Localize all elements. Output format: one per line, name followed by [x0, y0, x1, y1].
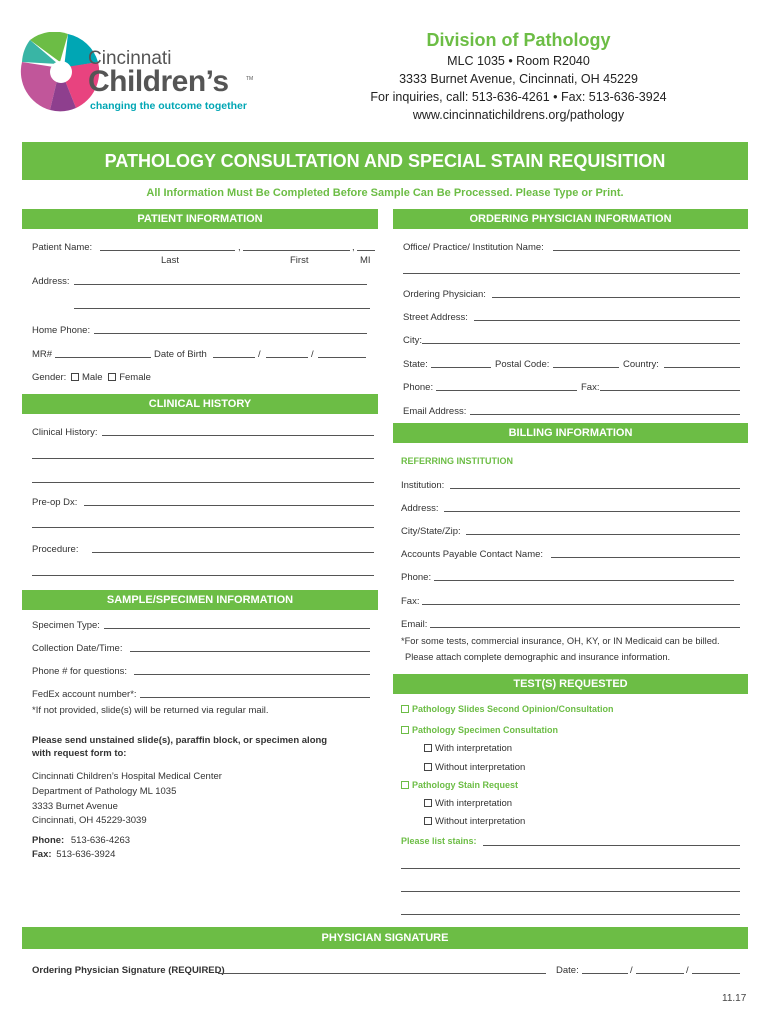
billing-referring: REFERRING INSTITUTION [401, 456, 513, 466]
header-address: 3333 Burnet Avenue, Cincinnati, OH 45229 [399, 72, 638, 86]
ordering-fax-input[interactable] [600, 390, 740, 391]
specimen-heading: SAMPLE/SPECIMEN INFORMATION [22, 590, 378, 610]
ship-phone-label: Phone: [32, 835, 65, 846]
patient-mr-input[interactable] [55, 357, 151, 358]
state-label: State: [403, 359, 428, 370]
collection-input[interactable] [130, 651, 370, 652]
state-input[interactable] [431, 367, 491, 368]
stains-list-label: Please list stains: [401, 836, 477, 846]
signature-input[interactable] [218, 973, 546, 974]
header-division: Division of Pathology [426, 30, 611, 50]
test-second-opinion-checkbox[interactable] [401, 705, 409, 713]
stains-input-4[interactable] [401, 914, 740, 915]
postal-input[interactable] [553, 367, 619, 368]
physician-label: Ordering Physician: [403, 289, 486, 300]
gender-female-label: Female [119, 372, 151, 383]
patient-last-caption: Last [161, 255, 179, 266]
patient-dob-day[interactable] [266, 357, 308, 358]
procedure-label: Procedure: [32, 544, 79, 555]
patient-heading: PATIENT INFORMATION [22, 209, 378, 229]
patient-mi-input[interactable] [357, 250, 375, 251]
fedex-label: FedEx account number*: [32, 689, 137, 700]
consult-without-interp-label: Without interpretation [435, 762, 526, 773]
patient-mr-label: MR# [32, 349, 53, 360]
ordering-email-label: Email Address: [403, 406, 467, 417]
clinical-history-input-3[interactable] [32, 482, 374, 483]
billing-heading: BILLING INFORMATION [393, 423, 748, 443]
clinical-heading: CLINICAL HISTORY [22, 394, 378, 414]
postal-label: Postal Code: [495, 359, 550, 370]
office-label: Office/ Practice/ Institution Name: [403, 242, 544, 253]
billing-citystatezip-input[interactable] [466, 534, 740, 535]
patient-dob-label: Date of Birth [154, 349, 207, 360]
physician-input[interactable] [492, 297, 740, 298]
signature-date-day[interactable] [636, 973, 684, 974]
billing-email-input[interactable] [430, 627, 740, 628]
street-input[interactable] [474, 320, 740, 321]
send-instructions-2: with request form to: [32, 748, 127, 759]
billing-address-label: Address: [401, 503, 439, 514]
gender-male-checkbox[interactable] [71, 373, 79, 381]
patient-first-caption: First [290, 255, 309, 266]
city-label: City: [403, 335, 422, 346]
billing-address-input[interactable] [444, 511, 740, 512]
header-inquiries: For inquiries, call: 513-636-4261 • Fax: 513-636-3924 [370, 90, 667, 104]
billing-note-2: Please attach complete demographic and insurance information. [405, 652, 671, 662]
patient-address-input-2[interactable] [74, 308, 370, 309]
patient-last-input[interactable] [100, 250, 235, 251]
institution-input[interactable] [450, 488, 740, 489]
billing-email-label: Email: [401, 619, 428, 630]
clinical-history-input[interactable] [102, 435, 374, 436]
patient-name-label: Patient Name: [32, 242, 93, 253]
specimen-phone-label: Phone # for questions: [32, 666, 128, 677]
consult-with-interp-label: With interpretation [435, 743, 513, 754]
gender-female-checkbox[interactable] [108, 373, 116, 381]
stain-without-interp-checkbox[interactable] [424, 817, 432, 825]
patient-address-label: Address: [32, 276, 70, 287]
procedure-input[interactable] [92, 552, 374, 553]
ap-contact-label: Accounts Payable Contact Name: [401, 549, 544, 560]
logo-tm: TM [246, 76, 254, 82]
billing-fax-label: Fax: [401, 596, 420, 607]
billing-phone-input[interactable] [434, 580, 734, 581]
patient-first-input[interactable] [243, 250, 350, 251]
office-input-2[interactable] [403, 273, 740, 274]
patient-address-input[interactable] [74, 284, 367, 285]
stains-input-2[interactable] [401, 868, 740, 869]
patient-dob-month[interactable] [213, 357, 255, 358]
logo-line2: Children’s [88, 65, 229, 98]
ship-phone-value: 513-636-4263 [70, 835, 131, 846]
office-input[interactable] [553, 250, 740, 251]
ordering-heading: ORDERING PHYSICIAN INFORMATION [393, 209, 748, 229]
ship-address-2: Department of Pathology ML 1035 [32, 786, 177, 797]
procedure-input-2[interactable] [32, 575, 374, 576]
stain-with-interp-checkbox[interactable] [424, 799, 432, 807]
ordering-fax-label: Fax: [581, 382, 600, 393]
test-second-opinion-label: Pathology Slides Second Opinion/Consultation [412, 704, 614, 714]
header-website[interactable]: www.cincinnatichildrens.org/pathology [412, 108, 625, 122]
specimen-phone-input[interactable] [134, 674, 370, 675]
patient-mi-caption: MI [360, 255, 371, 266]
gender-male-label: Male [81, 372, 103, 383]
ordering-phone-input[interactable] [436, 390, 577, 391]
ship-address-3: 3333 Burnet Avenue [32, 801, 118, 812]
preop-label: Pre-op Dx: [32, 497, 78, 508]
logo-tagline: changing the outcome together [90, 100, 247, 112]
send-instructions-1: Please send unstained slide(s), paraffin block, or specimen along [32, 735, 328, 746]
signature-date-month[interactable] [582, 973, 628, 974]
ordering-phone-label: Phone: [403, 382, 434, 393]
specimen-type-input[interactable] [104, 628, 370, 629]
billing-phone-label: Phone: [401, 572, 432, 583]
stains-input[interactable] [483, 845, 740, 846]
country-label: Country: [623, 359, 659, 370]
signature-date-label: Date: [556, 965, 579, 976]
test-stain-request-label: Pathology Stain Request [412, 780, 519, 790]
billing-citystatezip-label: City/State/Zip: [401, 526, 461, 537]
ship-address-4: Cincinnati, OH 45229-3039 [32, 815, 147, 826]
clinical-history-label: Clinical History: [32, 427, 98, 438]
signature-date-year[interactable] [692, 973, 740, 974]
version-label: 11.17 [722, 993, 747, 1004]
stain-with-interp-label: With interpretation [435, 798, 513, 809]
header-mlc: MLC 1035 • Room R2040 [447, 54, 590, 68]
page-title: PATHOLOGY CONSULTATION AND SPECIAL STAIN REQUISITION [22, 142, 748, 180]
signature-label: Ordering Physician Signature (REQUIRED) [32, 965, 225, 976]
patient-home-phone-label: Home Phone: [32, 325, 91, 336]
test-specimen-consult-label: Pathology Specimen Consultation [412, 725, 559, 735]
tests-heading: TEST(S) REQUESTED [393, 674, 748, 694]
collection-label: Collection Date/Time: [32, 643, 123, 654]
clinical-history-input-2[interactable] [32, 458, 374, 459]
test-specimen-consult-checkbox[interactable] [401, 726, 409, 734]
billing-note-1: *For some tests, commercial insurance, OH, KY, or IN Medicaid can be billed. [401, 636, 720, 646]
city-input[interactable] [422, 343, 740, 344]
consult-with-interp-checkbox[interactable] [424, 744, 432, 752]
stains-input-3[interactable] [401, 891, 740, 892]
consult-without-interp-checkbox[interactable] [424, 763, 432, 771]
ship-fax-value: 513-636-3924 [56, 849, 116, 860]
ship-fax-label: Fax: [32, 849, 52, 860]
fedex-note: *If not provided, slide(s) will be returned via regular mail. [32, 705, 269, 716]
institution-label: Institution: [401, 480, 445, 491]
ordering-email-input[interactable] [470, 414, 740, 415]
ship-address-1: Cincinnati Children’s Hospital Medical Center [32, 771, 222, 782]
page-subtitle: All Information Must Be Completed Before Sample Can Be Processed. Please Type or Print. [146, 187, 624, 199]
preop-input[interactable] [84, 505, 374, 506]
preop-input-2[interactable] [32, 527, 374, 528]
logo [20, 32, 260, 117]
patient-home-phone-input[interactable] [94, 333, 367, 334]
street-label: Street Address: [403, 312, 468, 323]
specimen-type-label: Specimen Type: [32, 620, 100, 631]
ap-contact-input[interactable] [551, 557, 740, 558]
logo-line1: Cincinnati [88, 48, 172, 69]
patient-gender-label: Gender: [32, 372, 67, 383]
test-stain-request-checkbox[interactable] [401, 781, 409, 789]
country-input[interactable] [664, 367, 740, 368]
fedex-input[interactable] [140, 697, 370, 698]
patient-dob-year[interactable] [318, 357, 366, 358]
billing-fax-input[interactable] [422, 604, 740, 605]
signature-heading: PHYSICIAN SIGNATURE [22, 927, 748, 949]
stain-without-interp-label: Without interpretation [435, 816, 526, 827]
